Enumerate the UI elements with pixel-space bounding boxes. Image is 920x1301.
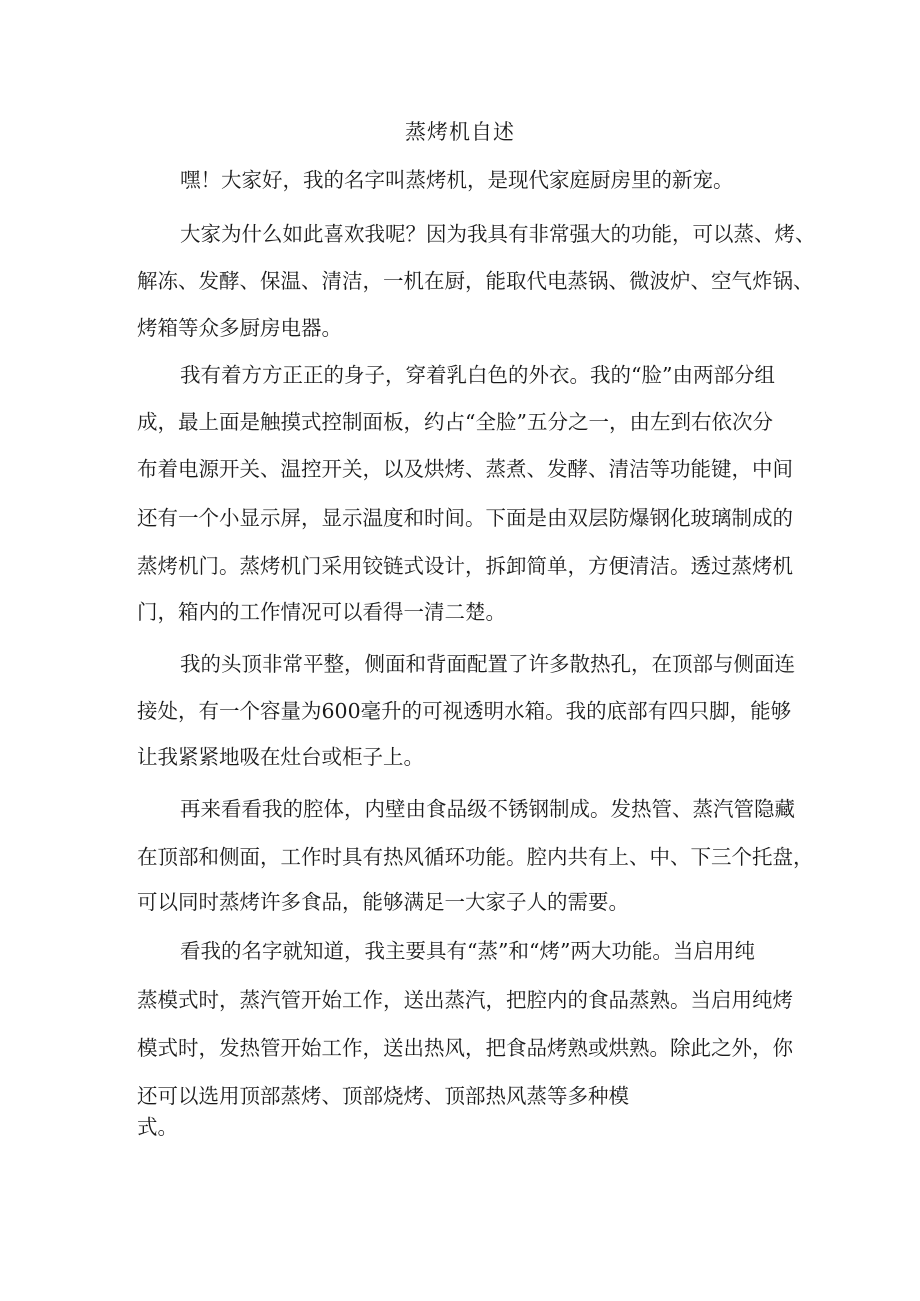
document-title: 蒸烤机自述 <box>405 120 515 144</box>
paragraph-line: 还有一个小显示屏，显示温度和时间。下面是由双层防爆钢化玻璃制成的 <box>137 506 793 530</box>
paragraph-line: 布着电源开关、温控开关，以及烘烤、蒸煮、发酵、清洁等功能键，中间 <box>137 457 793 481</box>
paragraph-line: 嘿！大家好，我的名字叫蒸烤机，是现代家庭厨房里的新宠。 <box>180 168 734 192</box>
paragraph-line: 成，最上面是触摸式控制面板，约占“全脸”五分之一，由左到右依次分 <box>137 410 773 434</box>
paragraph-line: 蒸模式时，蒸汽管开始工作，送出蒸汽，把腔内的食品蒸熟。当启用纯烤 <box>137 988 793 1012</box>
paragraph-line: 接处，有一个容量为600毫升的可视透明水箱。我的底部有四只脚，能够 <box>137 699 792 723</box>
paragraph-line: 门，箱内的工作情况可以看得一清二楚。 <box>137 600 506 624</box>
paragraph-line: 烤箱等众多厨房电器。 <box>137 316 342 340</box>
paragraph-line: 还可以选用顶部蒸烤、顶部烧烤、顶部热风蒸等多种模 <box>137 1084 629 1108</box>
paragraph-line: 可以同时蒸烤许多食品，能够满足一大家子人的需要。 <box>137 890 629 914</box>
paragraph-line: 在顶部和侧面，工作时具有热风循环功能。腔内共有上、中、下三个托盘， <box>137 845 814 869</box>
paragraph-line: 大家为什么如此喜欢我呢？因为我具有非常强大的功能，可以蒸、烤、 <box>180 222 816 246</box>
paragraph-line: 看我的名字就知道，我主要具有“蒸”和“烤”两大功能。当启用纯 <box>180 939 755 963</box>
paragraph-line: 模式时，发热管开始工作，送出热风，把食品烤熟或烘熟。除此之外，你 <box>137 1036 793 1060</box>
paragraph-line: 我的头顶非常平整，侧面和背面配置了许多散热孔，在顶部与侧面连 <box>180 652 795 676</box>
paragraph-line: 让我紧紧地吸在灶台或柜子上。 <box>137 745 424 769</box>
paragraph-line: 再来看看我的腔体，内壁由食品级不锈钢制成。发热管、蒸汽管隐藏 <box>180 797 795 821</box>
paragraph-line: 式。 <box>137 1115 178 1139</box>
paragraph-line: 解冻、发酵、保温、清洁，一机在厨，能取代电蒸锅、微波炉、空气炸锅、 <box>137 269 814 293</box>
paragraph-line: 我有着方方正正的身子，穿着乳白色的外衣。我的“脸”由两部分组 <box>180 363 775 387</box>
paragraph-line: 蒸烤机门。蒸烤机门采用铰链式设计，拆卸简单，方便清洁。透过蒸烤机 <box>137 554 793 578</box>
